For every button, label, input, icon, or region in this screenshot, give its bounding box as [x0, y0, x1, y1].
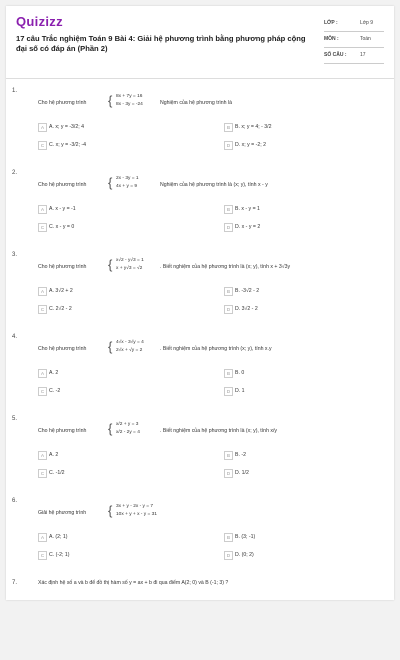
question-stem: Cho hệ phương trình [38, 346, 87, 352]
answer-option-d[interactable] [224, 550, 394, 560]
option-letter-box: B [224, 205, 233, 214]
answer-option-d[interactable] [224, 304, 394, 314]
meta-row-count [324, 48, 384, 64]
answer-option-a[interactable] [38, 450, 208, 460]
option-letter-box: A [38, 287, 47, 296]
option-letter-box: D [224, 469, 233, 478]
option-text: C. x; y = -3/2; -4 [49, 142, 87, 148]
option-letter-box: D [224, 551, 233, 560]
document-header [16, 14, 384, 76]
option-letter-box: C [38, 551, 47, 560]
meta-key: MÔN : [324, 36, 339, 42]
equation-line: x + y√3 = √2 [116, 266, 143, 271]
equation-system [108, 421, 140, 437]
option-text: B. x - y = 1 [235, 206, 260, 212]
option-text: B. x; y = 4; - 3/2 [235, 124, 272, 130]
equation-line: 4x + y = 9 [116, 184, 138, 189]
question-number: 4. [12, 334, 18, 340]
meta-row-subject [324, 32, 384, 48]
meta-value: Lớp 9 [360, 20, 374, 26]
question-stem-continued: Nghiệm của hệ phương trình là [160, 100, 233, 106]
question-stem: Cho hệ phương trình [38, 100, 87, 106]
option-text: A. 2 [49, 452, 59, 458]
equation-system [108, 93, 143, 109]
question-stem-continued: . Biết nghiệm của hệ phương trình (x; y), tính x.y [160, 346, 272, 352]
meta-key: SỐ CÂU : [324, 52, 347, 58]
document-page [6, 6, 394, 600]
option-letter-box: C [38, 141, 47, 150]
option-letter-box: B [224, 123, 233, 132]
equation-line: 2x - 3y = 1 [116, 176, 139, 181]
option-letter-box: A [38, 533, 47, 542]
answer-option-b[interactable] [224, 286, 394, 296]
answer-option-b[interactable] [224, 122, 394, 132]
brace-icon: { [108, 503, 113, 518]
question-item [12, 498, 388, 578]
option-letter-box: B [224, 287, 233, 296]
question-number: 3. [12, 252, 18, 258]
answer-option-a[interactable] [38, 368, 208, 378]
brace-icon: { [108, 421, 113, 436]
equation-system [108, 339, 144, 355]
question-number: 5. [12, 416, 18, 422]
answer-option-c[interactable] [38, 304, 208, 314]
option-text: D. 1 [235, 388, 245, 394]
question-item [12, 334, 388, 414]
question-stem-continued: . Biết nghiệm của hệ phương trình là (x; y), tính x/y [160, 428, 278, 434]
option-text: D. x - y = 2 [235, 224, 261, 230]
equation-system [108, 257, 144, 273]
question-item [12, 252, 388, 332]
option-text: A. x - y = -1 [49, 206, 76, 212]
answer-option-d[interactable] [224, 386, 394, 396]
answer-option-b[interactable] [224, 368, 394, 378]
answer-option-c[interactable] [38, 386, 208, 396]
answer-option-c[interactable] [38, 550, 208, 560]
meta-value: 17 [360, 52, 366, 58]
option-text: C. -1/2 [49, 470, 65, 476]
option-letter-box: A [38, 205, 47, 214]
option-text: A. 3√2 + 2 [49, 288, 73, 294]
question-stem-continued: Nghiệm của hệ phương trình là (x; y), tính x - y [160, 182, 268, 188]
meta-value: Toán [360, 36, 371, 42]
option-text: A. 2 [49, 370, 59, 376]
answer-option-a[interactable] [38, 204, 208, 214]
answer-option-a[interactable] [38, 286, 208, 296]
option-text: B. -2 [235, 452, 246, 458]
option-letter-box: B [224, 369, 233, 378]
meta-table [324, 16, 384, 64]
answer-option-d[interactable] [224, 140, 394, 150]
quizizz-logo: Quizizz [16, 14, 63, 29]
option-text: A. x; y = -3/2; 4 [49, 124, 85, 130]
meta-key: LỚP : [324, 20, 338, 26]
option-letter-box: D [224, 141, 233, 150]
option-text: B. -3√2 - 2 [235, 288, 260, 294]
question-stem-continued: . Biết nghiệm của hệ phương trình là (x; y), tính x + 3√3y [160, 264, 291, 270]
option-letter-box: D [224, 305, 233, 314]
equation-system [108, 503, 157, 519]
answer-option-b[interactable] [224, 450, 394, 460]
equation-line: x/2 - 2y = 4 [116, 430, 140, 435]
option-letter-box: D [224, 223, 233, 232]
question-number: 1. [12, 88, 18, 94]
equation-line: x√2 - y√3 = 1 [116, 258, 144, 263]
header-divider [6, 78, 394, 79]
option-text: C. (-2; 1) [49, 552, 70, 558]
option-text: A. (2; 1) [49, 534, 68, 540]
question-stem: Giải hệ phương trình [38, 510, 87, 516]
page-title: 17 câu Trắc nghiệm Toán 9 Bài 4: Giải hệ phương trình bằng phương pháp cộng đại số có đáp án (Phần 2) [16, 34, 306, 53]
brace-icon: { [108, 175, 113, 190]
option-letter-box: C [38, 469, 47, 478]
question-number: 7. [12, 580, 18, 586]
answer-option-a[interactable] [38, 532, 208, 542]
option-text: D. 3√2 - 2 [235, 306, 258, 312]
option-letter-box: B [224, 533, 233, 542]
equation-line: 8x + 7y = 16 [116, 94, 143, 99]
option-text: C. 2√2 - 2 [49, 306, 72, 312]
answer-option-b[interactable] [224, 204, 394, 214]
equation-line: x/2 + y = 3 [116, 422, 139, 427]
option-letter-box: B [224, 451, 233, 460]
question-item [12, 88, 388, 168]
question-number: 6. [12, 498, 18, 504]
option-letter-box: A [38, 123, 47, 132]
equation-line: 2√x + √y = 2 [116, 348, 143, 353]
option-text: B. (3; -1) [235, 534, 256, 540]
equation-line: 10x + y + x - y = 31 [116, 512, 157, 517]
question-item [12, 170, 388, 250]
brace-icon: { [108, 257, 113, 272]
answer-option-d[interactable] [224, 468, 394, 478]
meta-row-class [324, 16, 384, 32]
answer-option-a[interactable] [38, 122, 208, 132]
equation-system [108, 175, 139, 191]
option-text: D. (0; 2) [235, 552, 254, 558]
option-letter-box: C [38, 387, 47, 396]
equation-line: 3x + y - 2x - y = 7 [116, 504, 154, 509]
question-item [12, 416, 388, 496]
answer-option-b[interactable] [224, 532, 394, 542]
equation-line: 4√x - 3√y = 4 [116, 340, 144, 345]
option-letter-box: A [38, 451, 47, 460]
option-letter-box: D [224, 387, 233, 396]
option-letter-box: C [38, 223, 47, 232]
option-letter-box: A [38, 369, 47, 378]
option-text: C. -2 [49, 388, 61, 394]
equation-line: 8x - 3y = -24 [116, 102, 143, 107]
question-number: 2. [12, 170, 18, 176]
answer-option-c[interactable] [38, 140, 208, 150]
brace-icon: { [108, 93, 113, 108]
question-stem: Cho hệ phương trình [38, 182, 87, 188]
answer-option-c[interactable] [38, 468, 208, 478]
answer-option-d[interactable] [224, 222, 394, 232]
question-stem: Cho hệ phương trình [38, 264, 87, 270]
option-text: C. x - y = 0 [49, 224, 75, 230]
option-letter-box: C [38, 305, 47, 314]
option-text: D. 1/2 [235, 470, 249, 476]
option-text: B. 0 [235, 370, 245, 376]
brace-icon: { [108, 339, 113, 354]
question-item [12, 580, 388, 660]
question-stem: Cho hệ phương trình [38, 428, 87, 434]
question-stem: Xác định hệ số a và b để đồ thị hàm số y = ax + b đi qua điểm A(2; 0) và B (-1; 3) ? [38, 580, 229, 586]
answer-option-c[interactable] [38, 222, 208, 232]
option-text: D. x; y = -2; 2 [235, 142, 266, 148]
